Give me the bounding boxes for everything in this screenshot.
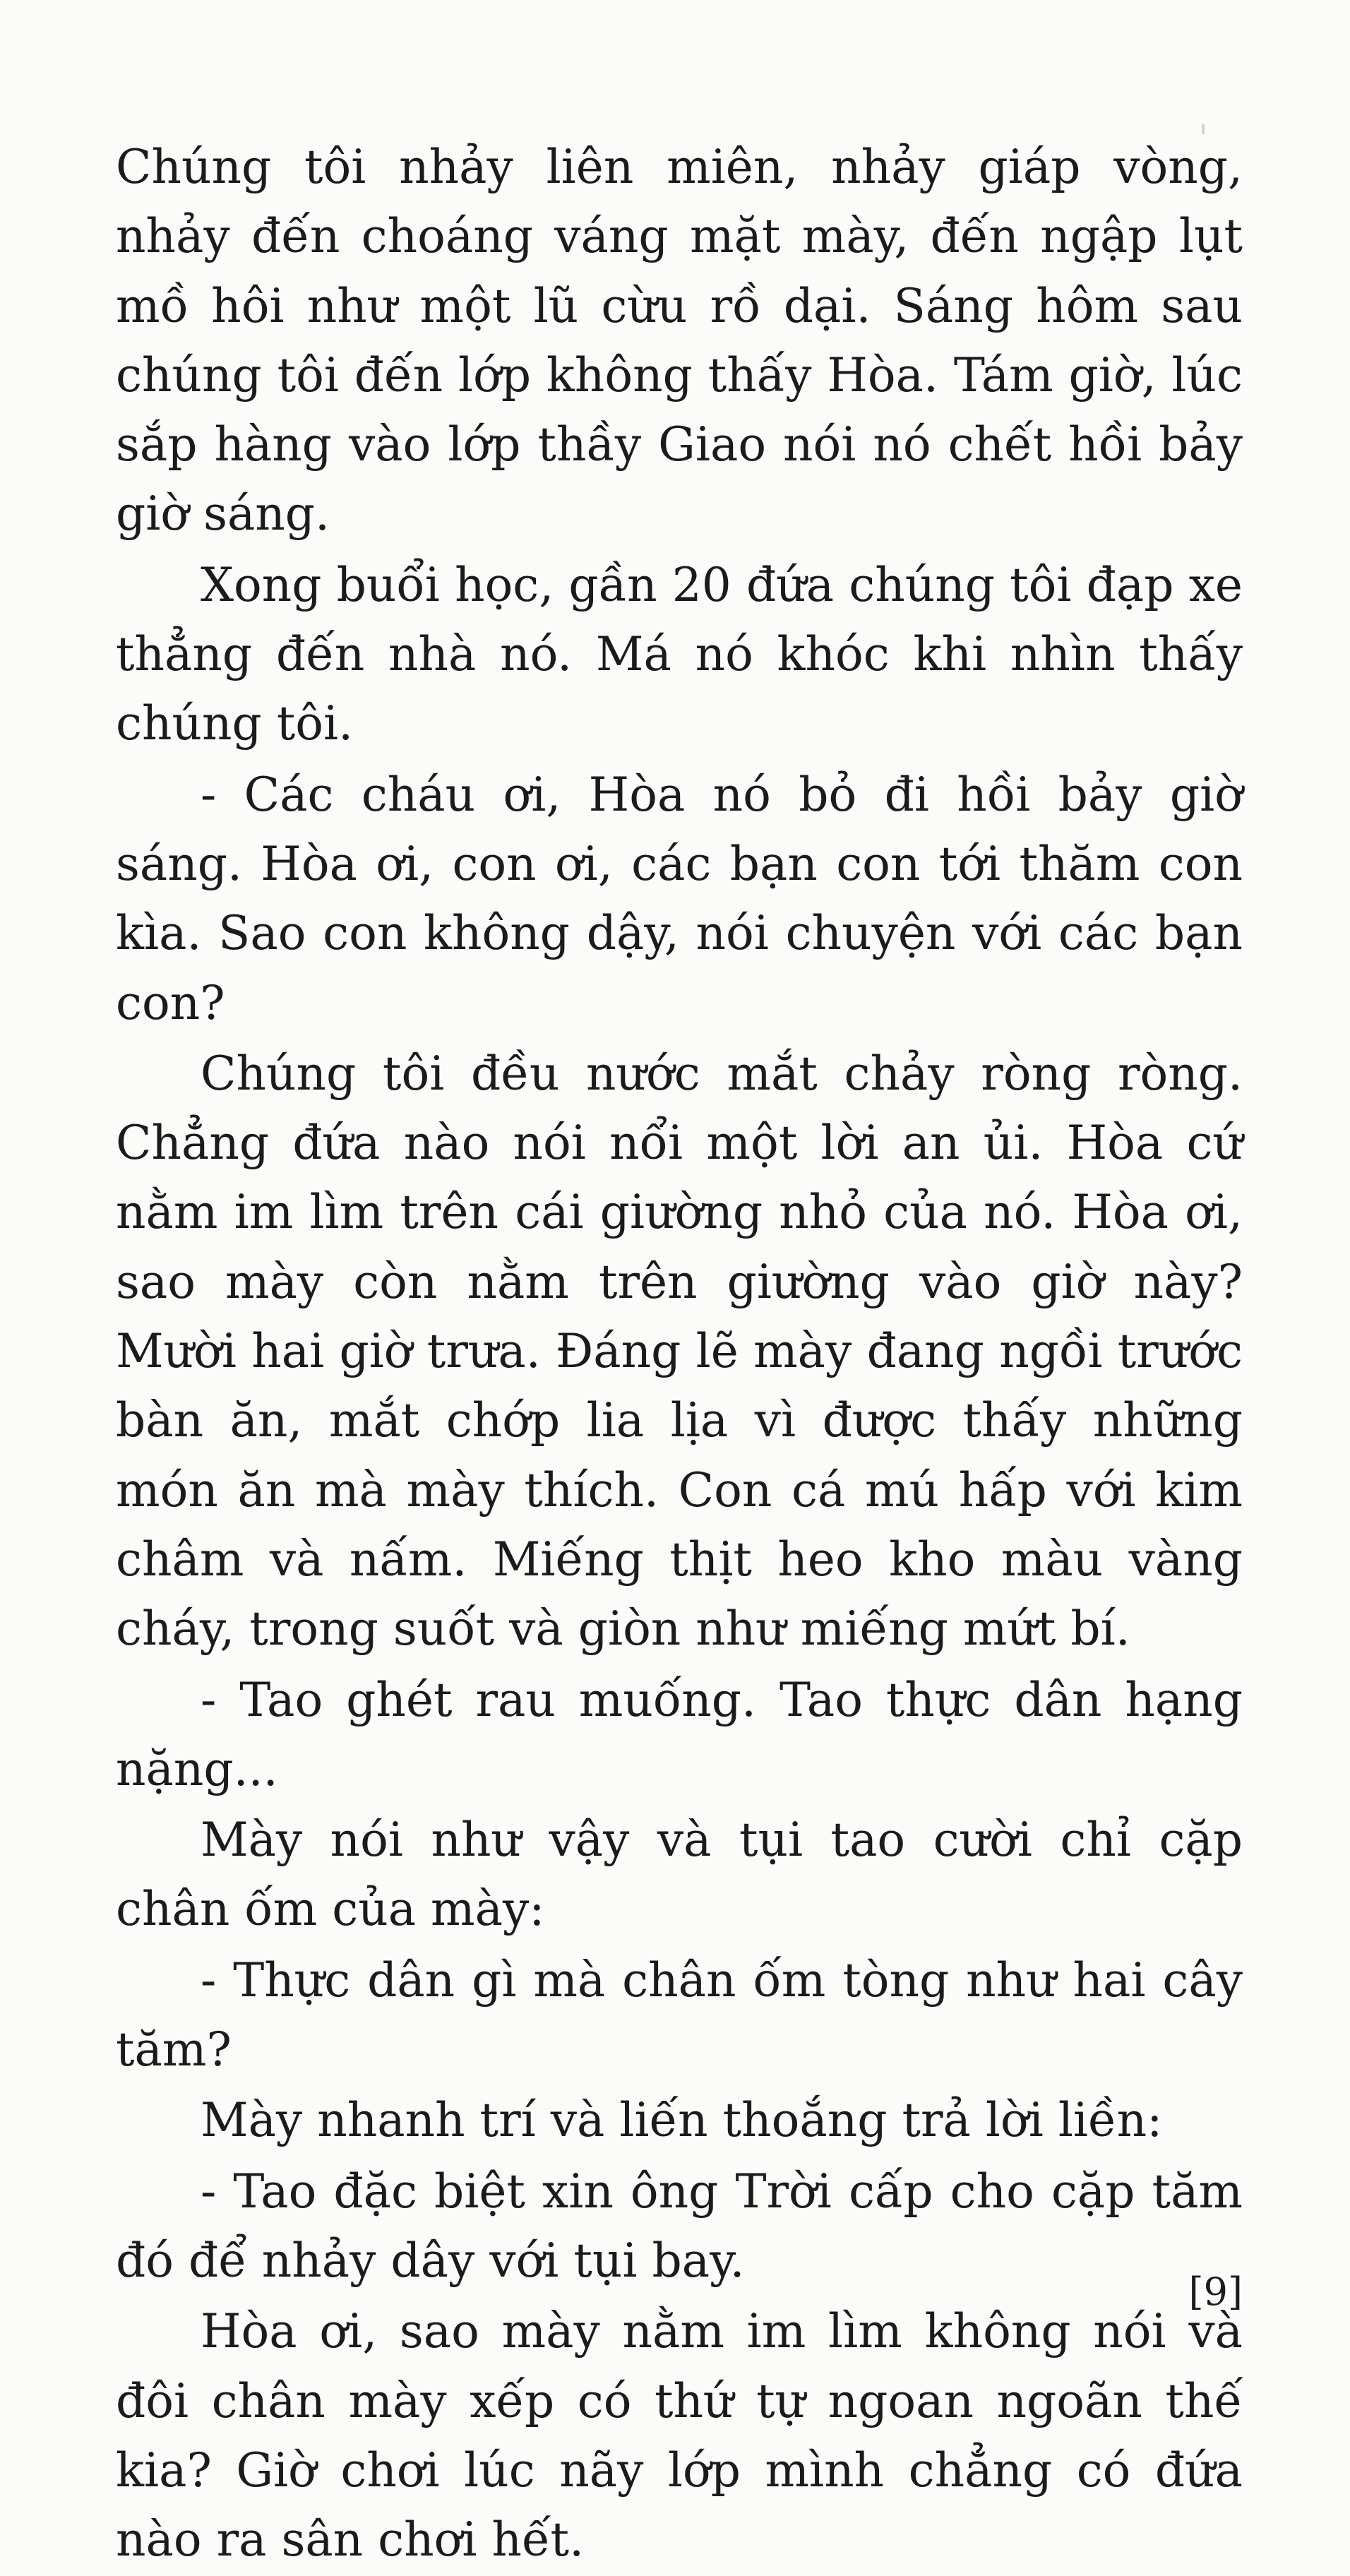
paragraph-6: Mày nói như vậy và tụi tao cười chỉ cặp chân ốm của mày: [116,1813,1243,1937]
paragraph-7: - Thực dân gì mà chân ốm tòng như hai cây tăm? [116,1952,1243,2077]
page-number: [9] [1188,2270,1243,2314]
body-text [116,133,1243,2576]
paragraph-8: Mày nhanh trí và liến thoắng trả lời liền: [201,2093,1163,2148]
paragraph-4: Chúng tôi đều nước mắt chảy ròng ròng. Chẳng đứa nào nói nổi một lời an ủi. Hòa cứ nằm im lìm trên cái giường nhỏ của nó. Hòa ơi, sao mày còn nằm trên giường vào giờ này? Mười hai giờ trưa. Đáng lẽ mày đang ngồi trước bàn ăn, mắt chớp lia lịa vì được thấy những món ăn mà mày thích. Con cá mú hấp với kim châm và nấm. Miếng thịt heo kho màu vàng cháy, trong suốt và giòn như miếng mứt bí. [116,1046,1243,1657]
paragraph-5: - Tao ghét rau muống. Tao thực dân hạng nặng... [116,1672,1243,1796]
paragraph-2: Xong buổi học, gần 20 đứa chúng tôi đạp xe thẳng đến nhà nó. Má nó khóc khi nhìn thấy chúng tôi. [116,557,1243,751]
paragraph-1: Chúng tôi nhảy liên miên, nhảy giáp vòng, nhảy đến choáng váng mặt mày, đến ngập lụt mồ hôi như một lũ cừu rồ dại. Sáng hôm sau chúng tôi đến lớp không thấy Hòa. Tám giờ, lúc sắp hàng vào lớp thầy Giao nói nó chết hồi bảy giờ sáng. [116,140,1243,542]
paragraph-3: - Các cháu ơi, Hòa nó bỏ đi hồi bảy giờ sáng. Hòa ơi, con ơi, các bạn con tới thăm con kìa. Sao con không dậy, nói chuyện với các bạn con? [116,767,1243,1030]
paragraph-9: - Tao đặc biệt xin ông Trời cấp cho cặp tăm đó để nhảy dây với tụi bay. [116,2164,1243,2288]
paragraph-10: Hòa ơi, sao mày nằm im lìm không nói và đôi chân mày xếp có thứ tự ngoan ngoãn thế kia? Giờ chơi lúc nãy lớp mình chẳng có đứa nào ra sân chơi hết. [116,2304,1243,2568]
